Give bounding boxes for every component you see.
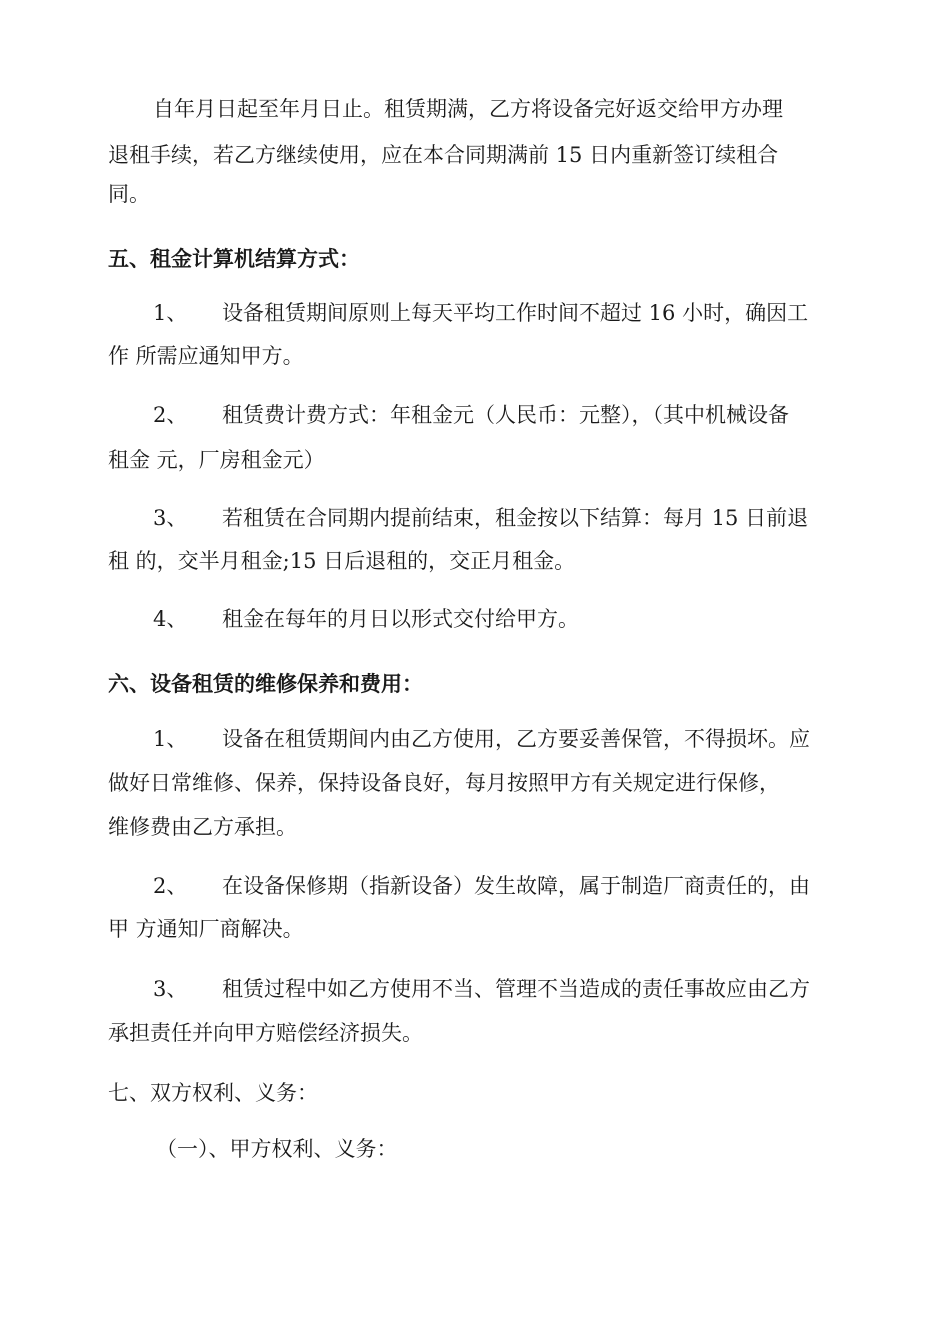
section-7-heading: 七、双方权利、义务：: [108, 1081, 318, 1105]
section-7-sub-1: （一）、甲方权利、义务：: [156, 1137, 398, 1161]
section-5-item-1-line-1: 设备租赁期间原则上每天平均工作时间不超过 16 小时，确因工: [222, 301, 809, 325]
term-line-1: 自年月日起至年月日止。租赁期满，乙方将设备完好返交给甲方办理: [153, 97, 783, 121]
section-6-item-1-line-1: 设备在租赁期间内由乙方使用，乙方要妥善保管，不得损坏。应: [222, 727, 810, 751]
section-6-item-2-line-2: 甲 方通知厂商解决。: [108, 917, 304, 941]
section-5-item-3-line-2: 租 的，交半月租金;15 日后退租的，交正月租金。: [108, 549, 576, 573]
section-5-item-1-number: 1、: [153, 301, 188, 325]
section-5-heading: 五、租金计算机结算方式：: [108, 246, 360, 271]
section-5-item-4-number: 4、: [153, 607, 188, 631]
section-6-item-1-number: 1、: [153, 727, 188, 751]
section-5-item-4-line-1: 租金在每年的月日以形式交付给甲方。: [222, 607, 579, 631]
section-5-item-2-number: 2、: [153, 403, 188, 427]
section-6-item-3-line-1: 租赁过程中如乙方使用不当、管理不当造成的责任事故应由乙方: [222, 977, 810, 1001]
section-6-item-1-line-3: 维修费由乙方承担。: [108, 815, 297, 839]
section-6-item-3-number: 3、: [153, 977, 188, 1001]
term-line-2: 退租手续，若乙方继续使用，应在本合同期满前 15 日内重新签订续租合: [108, 143, 779, 167]
section-5-item-1-line-2: 作 所需应通知甲方。: [108, 344, 304, 368]
section-6-item-3-line-2: 承担责任并向甲方赔偿经济损失。: [108, 1021, 423, 1045]
section-6-item-2-line-1: 在设备保修期（指新设备）发生故障，属于制造厂商责任的，由: [222, 874, 810, 898]
section-5-item-2-line-1: 租赁费计费方式：年租金元（人民币：元整），（其中机械设备: [222, 403, 789, 427]
term-line-3: 同。: [108, 182, 150, 206]
section-5-item-3-number: 3、: [153, 506, 188, 530]
section-5-item-3-line-1: 若租赁在合同期内提前结束，租金按以下结算：每月 15 日前退: [222, 506, 809, 530]
section-6-heading: 六、设备租赁的维修保养和费用：: [108, 671, 423, 696]
section-6-item-2-number: 2、: [153, 874, 188, 898]
section-5-item-2-line-2: 租金 元，厂房租金元）: [108, 448, 325, 472]
section-6-item-1-line-2: 做好日常维修、保养，保持设备良好，每月按照甲方有关规定进行保修，: [108, 771, 780, 795]
